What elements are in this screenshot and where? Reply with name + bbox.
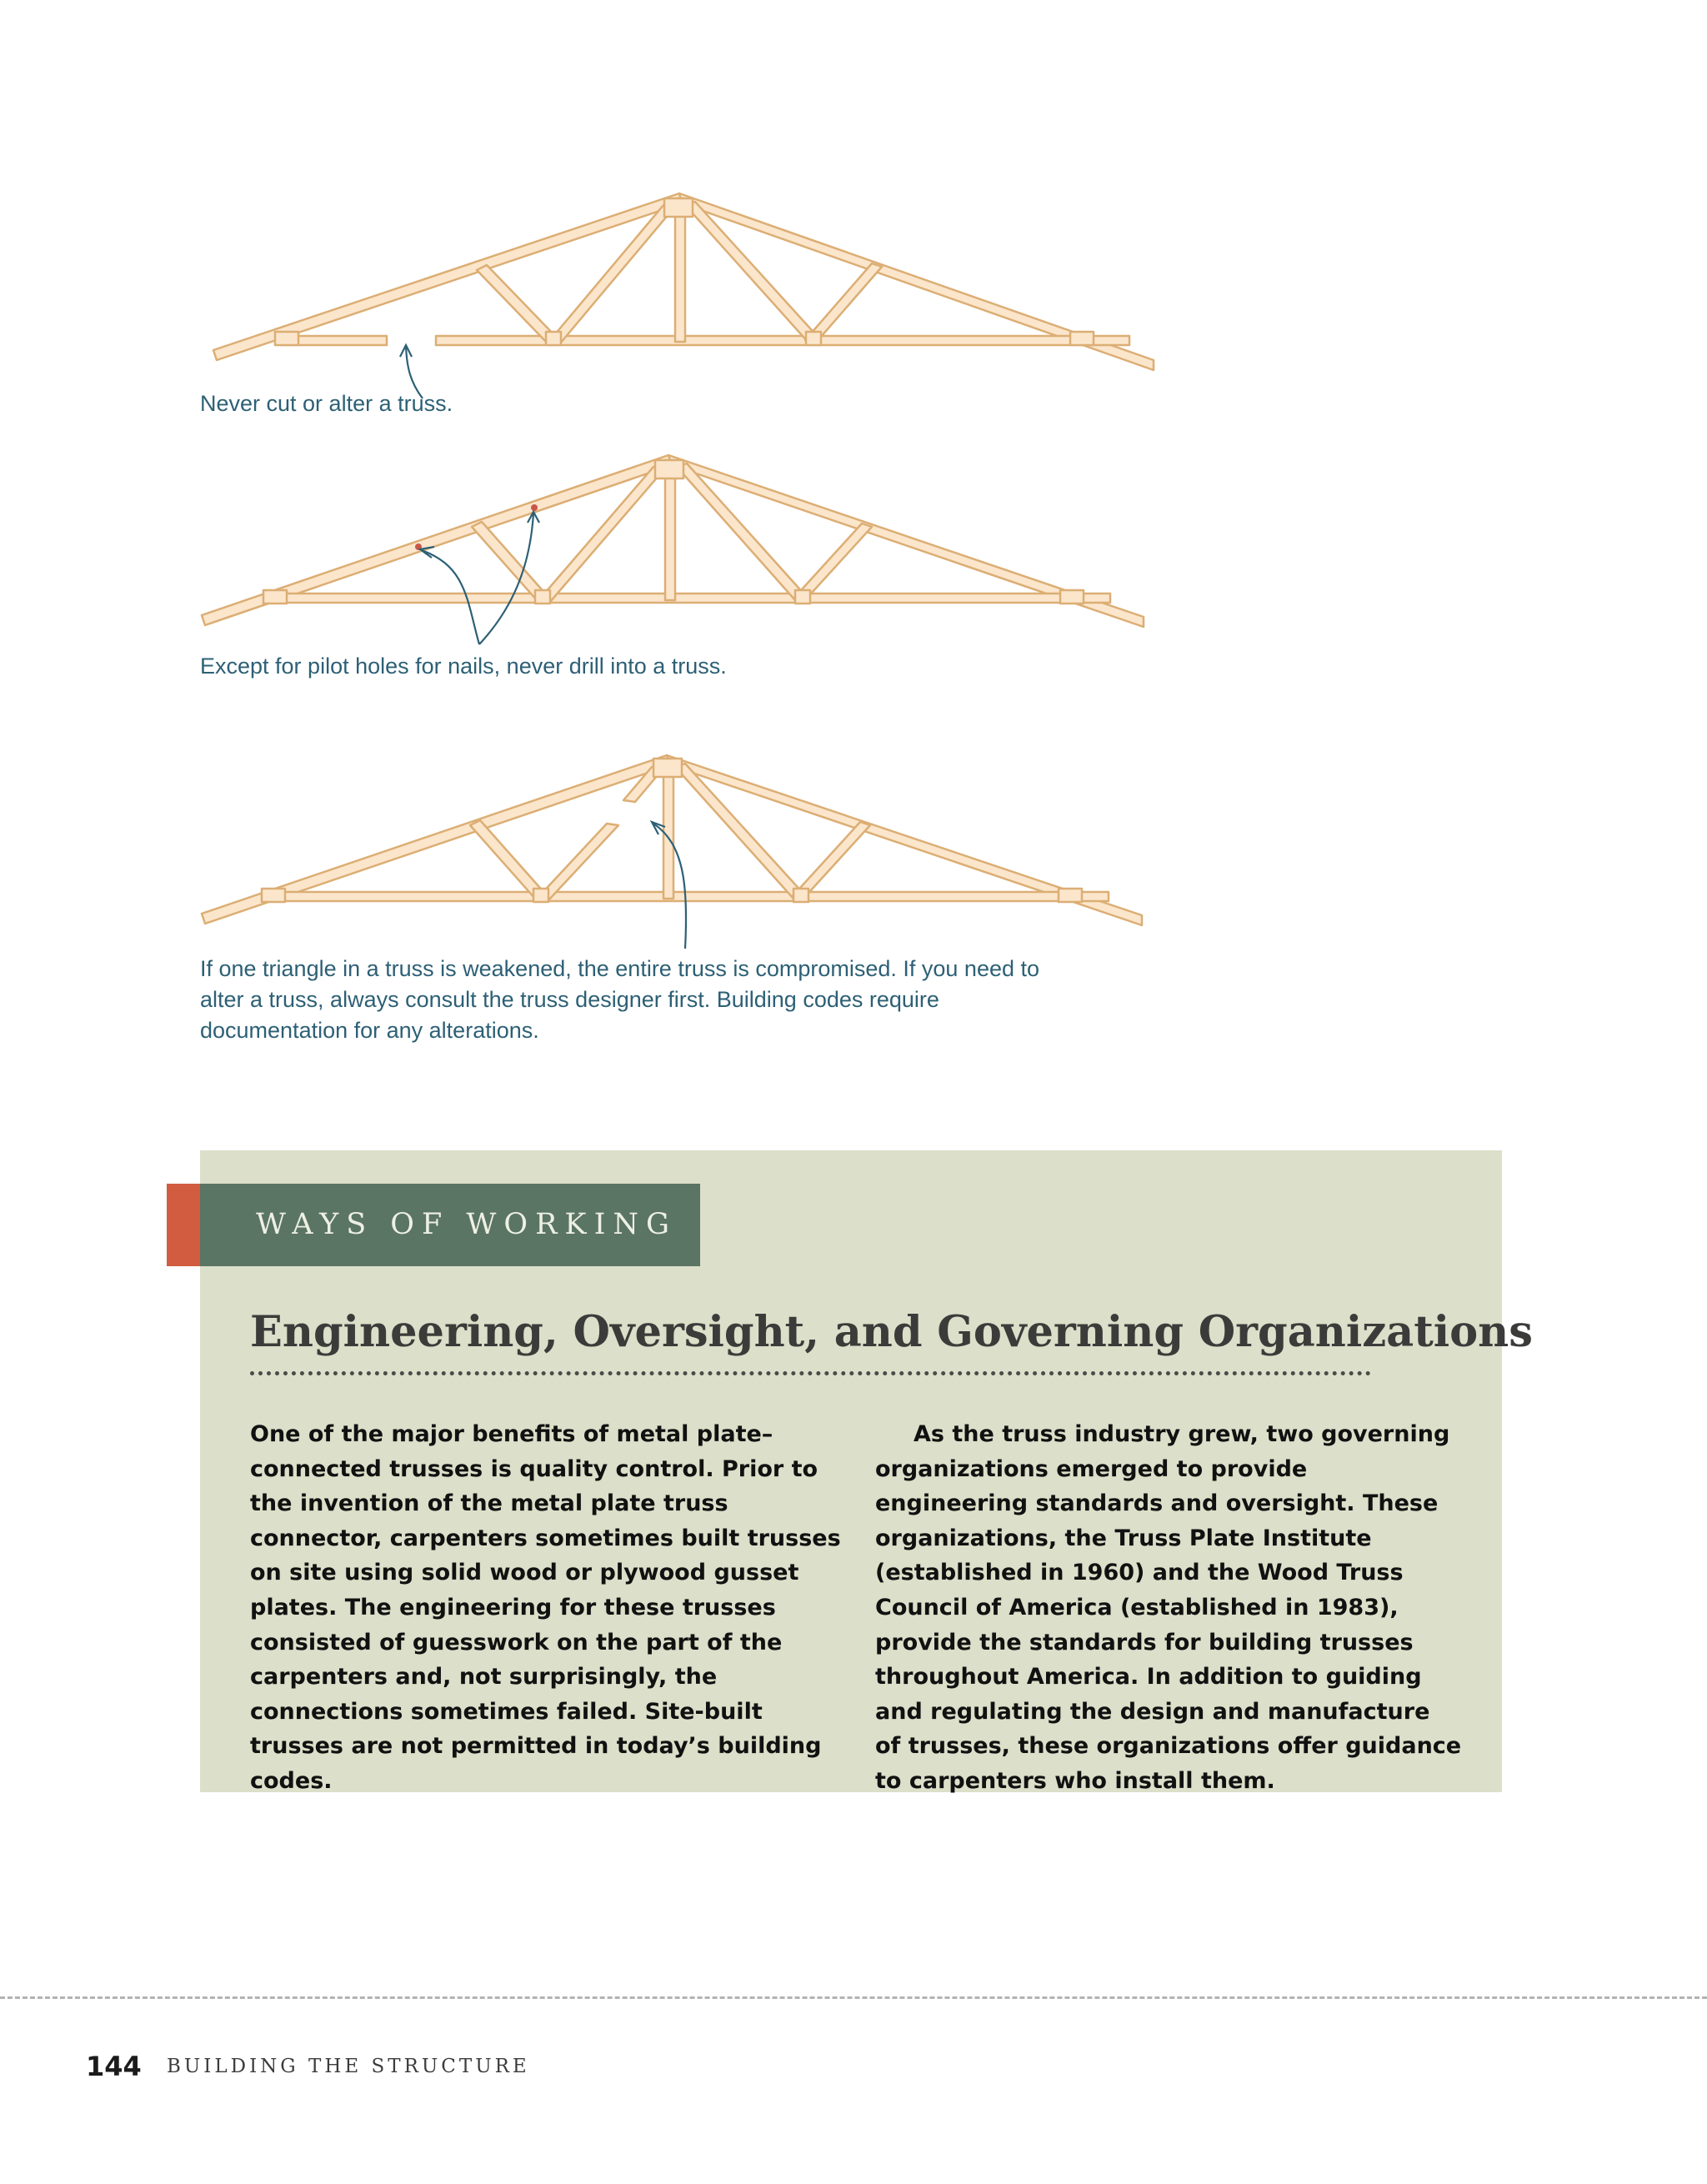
sidebar-left-column: One of the major benefits of metal plate–connected trusses is quality control. Prior to the invention of the metal plate truss connector, carpenters sometimes built trusses on site using solid wood or plywood gusset plates. The engineering for these trusses consisted of guesswork on the part of the carpenters and, not surprisingly, the connections sometimes failed. Site-built trusses are not permitted in today’s building codes. [250,1421,841,1794]
truss-plate [262,889,285,902]
running-head: BUILDING THE STRUCTURE [167,2056,530,2077]
truss-plate [533,889,548,902]
section-banner [200,1184,700,1266]
truss-web [470,820,545,899]
footer-divider [0,1996,1707,1999]
truss-web-broken [538,824,618,900]
sidebar-heading: Engineering, Oversight, and Governing Organizations [250,1307,1533,1357]
caption-drill-truss: Except for pilot holes for nails, never drill into a truss. [200,654,727,679]
dotted-divider [250,1371,1371,1375]
page-number: 144 [86,2051,142,2082]
truss-plate [793,889,808,902]
truss-illustration-removed-web [0,0,1707,967]
banner-label: WAYS OF WORKING [256,1208,677,1241]
caption-weakened-triangle: If one triangle in a truss is weakened, the entire truss is compromised. If you need to alter a truss, always consult the truss designer first. Building codes require documentation for any alterations. [200,956,1040,1043]
truss-plate [1059,889,1082,902]
truss-bottom-chord [265,892,1109,901]
sidebar-right-text: As the truss industry grew, two governing organizations emerged to provide engineering standards and oversight. These organizations, the Truss Plate Institute (established in 1960) and the Wood Truss Council of America (established in 1983), provide the standards for building trusses throughout America. In addition to guiding and regulating the design and manufacture of trusses, these organizations offer guidance to carpenters who install them. [875,1421,1462,1794]
truss-plate [653,759,682,777]
sidebar-right-column [875,1417,1463,1799]
caption-cut-truss: Never cut or alter a truss. [200,391,453,416]
banner-accent [167,1184,202,1266]
truss-king-post [663,760,673,899]
